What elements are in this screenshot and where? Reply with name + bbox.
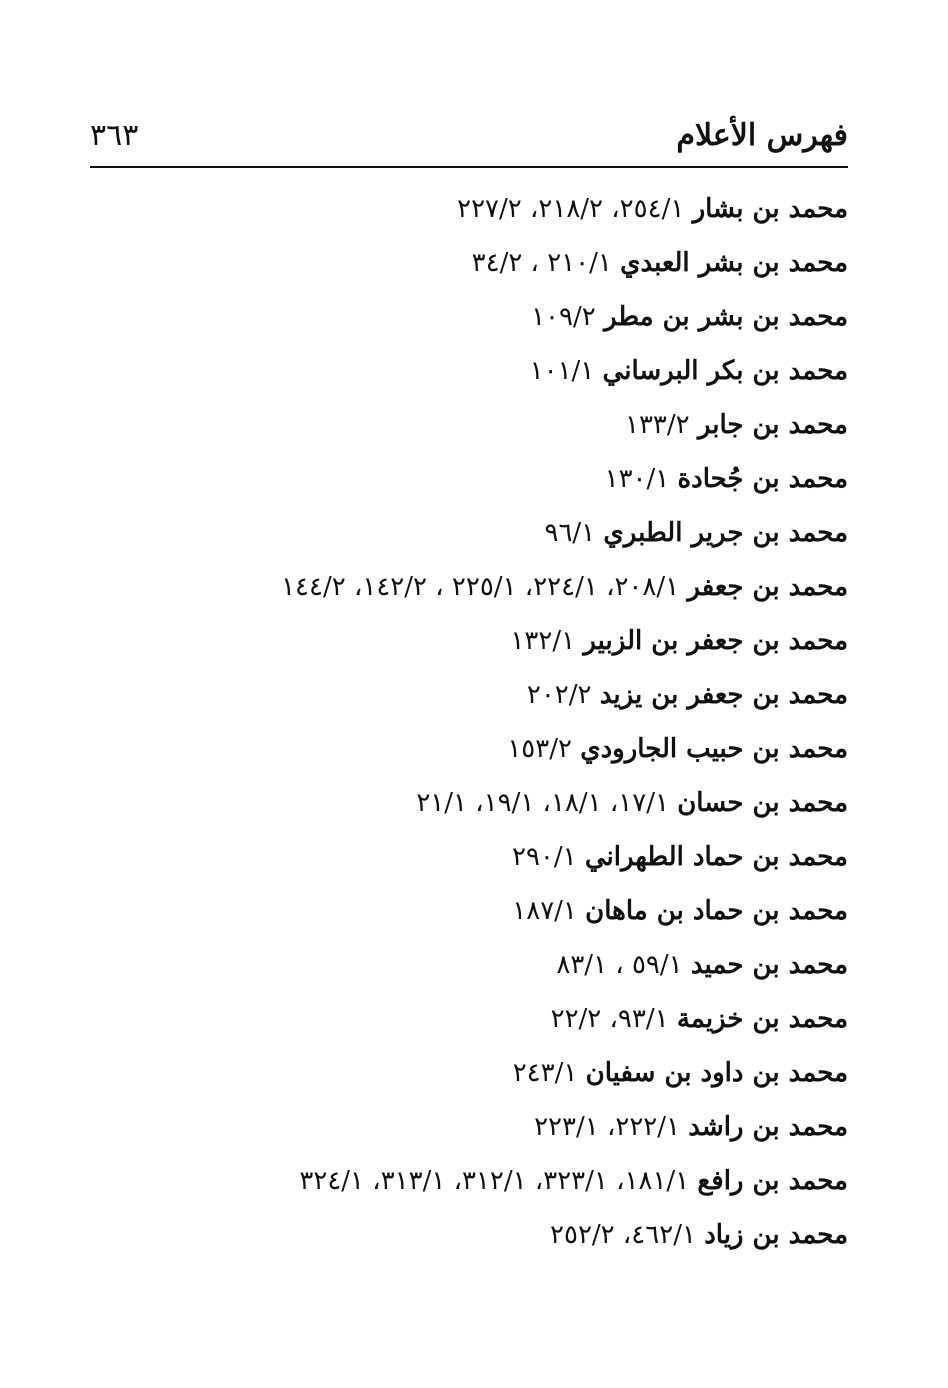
entry-name: محمد بن حميد <box>690 950 848 980</box>
entry-references: ٩٦/١ <box>544 518 596 548</box>
entry-references: ٢٠٢/٢ <box>526 680 592 710</box>
entry-name: محمد بن بشر العبدي <box>620 248 848 278</box>
index-entry <box>88 1100 848 1154</box>
entry-name: محمد بن جعفر بن يزيد <box>599 680 848 710</box>
entry-name: محمد بن جعفر <box>687 572 848 602</box>
index-entry <box>88 290 848 344</box>
entry-name: محمد بن بشر بن مطر <box>603 302 848 332</box>
index-entry <box>88 236 848 290</box>
entry-name: محمد بن جرير الطبري <box>603 518 848 548</box>
page-number: ٣٦٣ <box>90 118 139 153</box>
entry-name: محمد بن حماد الطهراني <box>584 842 848 872</box>
entry-references: ٢٢٢/١، ٢٢٣/١ <box>534 1112 680 1142</box>
entry-references: ١٥٣/٢ <box>507 734 572 764</box>
entry-references: ١٧/١، ١٨/١، ١٩/١، ٢١/١ <box>416 788 669 818</box>
index-entry <box>88 506 848 560</box>
entry-name: محمد بن خزيمة <box>676 1004 848 1034</box>
entry-references: ٢٠٨/١، ٢٢٤/١، ٢٢٥/١ ، ١٤٢/٢، ١٤٤/٢ <box>281 572 680 602</box>
entry-name: محمد بن رافع <box>697 1166 848 1196</box>
index-entry <box>88 1154 848 1208</box>
entry-references: ١٨٧/١ <box>512 896 577 926</box>
index-entry <box>88 722 848 776</box>
entry-references: ١٣٠/١ <box>604 464 670 494</box>
entry-references: ٤٦٢/١، ٢٥٢/٢ <box>550 1220 696 1250</box>
entry-references: ١٣٣/٢ <box>625 410 690 440</box>
index-entry <box>88 776 848 830</box>
index-entry <box>88 938 848 992</box>
page-title: فهرس الأعلام <box>676 118 848 153</box>
entry-references: ٢٥٤/١، ٢١٨/٢، ٢٢٧/٢ <box>457 194 685 224</box>
index-entry <box>88 398 848 452</box>
index-entry <box>88 452 848 506</box>
index-entry <box>88 830 848 884</box>
entry-references: ٥٩/١ ، ٨٣/١ <box>556 950 683 980</box>
page-header <box>90 110 848 158</box>
index-entry <box>88 668 848 722</box>
entry-name: محمد بن بشار <box>692 194 848 224</box>
entry-name: محمد بن حماد بن ماهان <box>585 896 848 926</box>
entry-references: ٢١٠/١ ، ٣٤/٢ <box>471 248 612 278</box>
index-entry <box>88 1208 848 1262</box>
entry-name: محمد بن زياد <box>704 1220 848 1250</box>
index-entry <box>88 344 848 398</box>
index-entry <box>88 182 848 236</box>
entry-references: ١٣٢/١ <box>510 626 576 656</box>
entry-references: ١٠٩/٢ <box>531 302 596 332</box>
header-divider <box>90 166 848 168</box>
entry-name: محمد بن بكر البرساني <box>602 356 848 386</box>
entry-name: محمد بن جُحادة <box>677 464 848 494</box>
entry-references: ٢٩٠/١ <box>511 842 577 872</box>
index-entry <box>88 884 848 938</box>
entry-name: محمد بن راشد <box>688 1112 848 1142</box>
entry-name: محمد بن حبيب الجارودي <box>580 734 848 764</box>
entry-references: ٩٣/١، ٢٢/٢ <box>550 1004 669 1034</box>
index-entry <box>88 614 848 668</box>
entry-name: محمد بن حسان <box>677 788 848 818</box>
index-entry <box>88 992 848 1046</box>
index-entry <box>88 1046 848 1100</box>
index-entries-list <box>88 182 848 1262</box>
entry-references: ١٨١/١، ٣٢٣/١، ٣١٢/١، ٣١٣/١، ٣٢٤/١ <box>299 1166 690 1196</box>
entry-name: محمد بن جابر <box>697 410 848 440</box>
entry-references: ١٠١/١ <box>529 356 595 386</box>
entry-name: محمد بن جعفر بن الزبير <box>583 626 848 656</box>
entry-references: ٢٤٣/١ <box>512 1058 578 1088</box>
entry-name: محمد بن داود بن سفيان <box>585 1058 848 1088</box>
index-entry <box>88 560 848 614</box>
